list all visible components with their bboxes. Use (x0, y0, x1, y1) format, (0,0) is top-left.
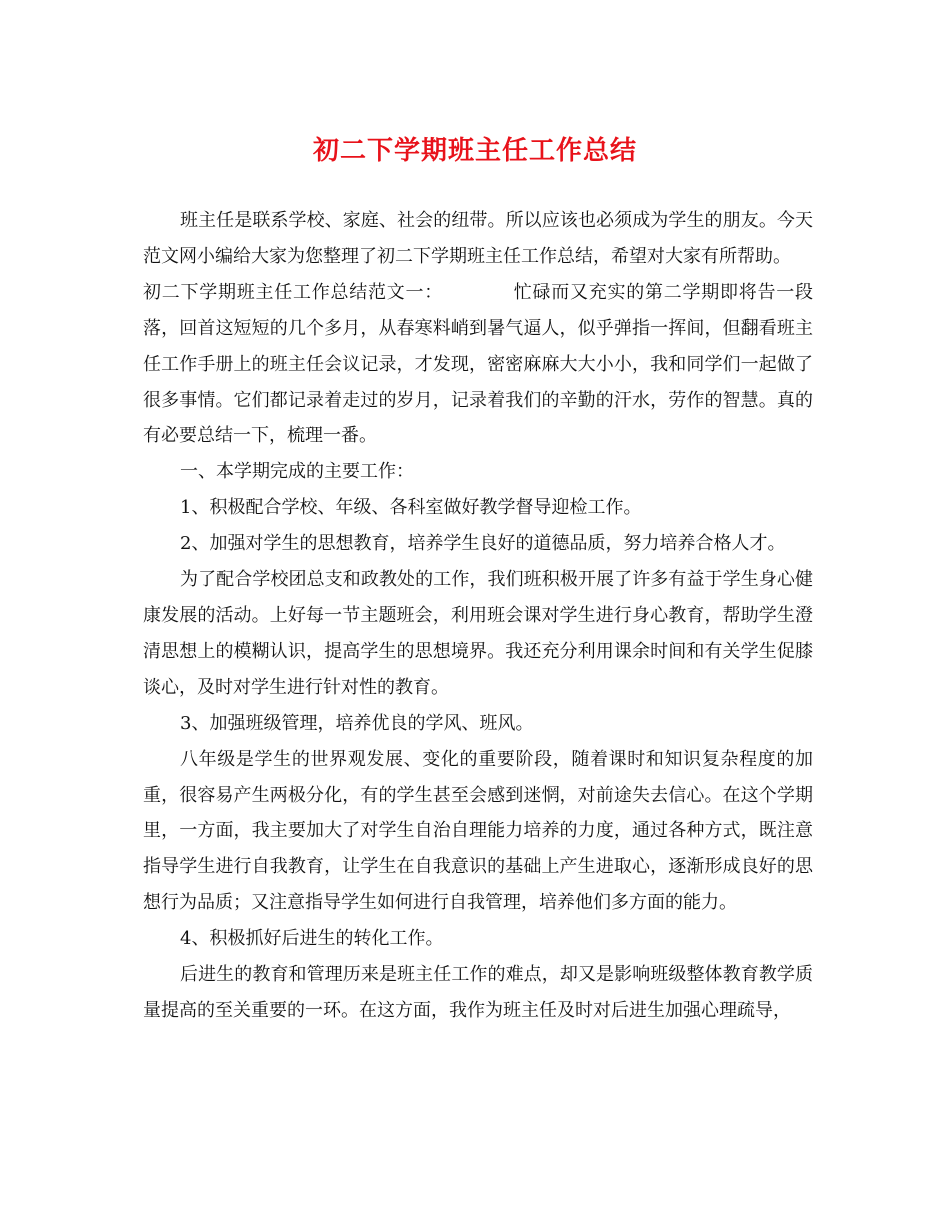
list-item-4: 4、积极抓好后进生的转化工作。 (180, 928, 444, 950)
paragraph-class-management: 八年级是学生的世界观发展、变化的重要阶段，随着课时和知识复杂程度的加重，很容易产生两极分化，有的学生甚至会感到迷惘，对前途失去信心。在这个学期里，一方面，我主要加大了对学生自治自理能力培养的力度，通过各种方式，既注意指导学生进行自我教育，让学生在自我意识的基础上产生进取心，逐渐形成良好的思想行为品质；又注意指导学生如何进行自我管理，培养他们多方面的能力。 (143, 748, 813, 914)
document-body (143, 203, 813, 1029)
sample-body: 忙碌而又充实的第二学期即将告一段落，回首这短短的几个多月，从春寒料峭到暑气逼人，似乎弹指一挥间，但翻看班主任工作手册上的班主任会议记录，才发现，密密麻麻大大小小，我和同学们一起做了很多事情。它们都记录着走过的岁月，记录着我们的辛勤的汗水，劳作的智慧。真的有必要总结一下，梳理一番。 (143, 281, 813, 447)
section-heading-main-work: 一、本学期完成的主要工作： (180, 461, 414, 483)
paragraph-intro: 班主任是联系学校、家庭、社会的纽带。所以应该也必须成为学生的朋友。今天范文网小编给大家为您整理了初二下学期班主任工作总结，希望对大家有所帮助。 (143, 210, 813, 267)
paragraph-activities: 为了配合学校团总支和政教处的工作，我们班积极开展了许多有益于学生身心健康发展的活动。上好每一节主题班会，利用班会课对学生进行身心教育，帮助学生澄清思想上的模糊认识，提高学生的思想境界。我还充分利用课余时间和有关学生促膝谈心，及时对学生进行针对性的教育。 (143, 569, 813, 698)
sample-heading: 初二下学期班主任工作总结范文一： (143, 281, 443, 303)
document-title: 初二下学期班主任工作总结 (312, 136, 637, 166)
list-item-1: 1、积极配合学校、年级、各科室做好教学督导迎检工作。 (180, 497, 642, 519)
paragraph-sample-one (143, 275, 813, 455)
paragraph-struggling-students: 后进生的教育和管理历来是班主任工作的难点，却又是影响班级整体教育教学质量提高的至关重要的一环。在这方面，我作为班主任及时对后进生加强心理疏导， (143, 964, 813, 1021)
list-item-2: 2、加强对学生的思想教育，培养学生良好的道德品质，努力培养合格人才。 (180, 533, 786, 555)
list-item-3: 3、加强班级管理，培养优良的学风、班风。 (180, 712, 534, 734)
